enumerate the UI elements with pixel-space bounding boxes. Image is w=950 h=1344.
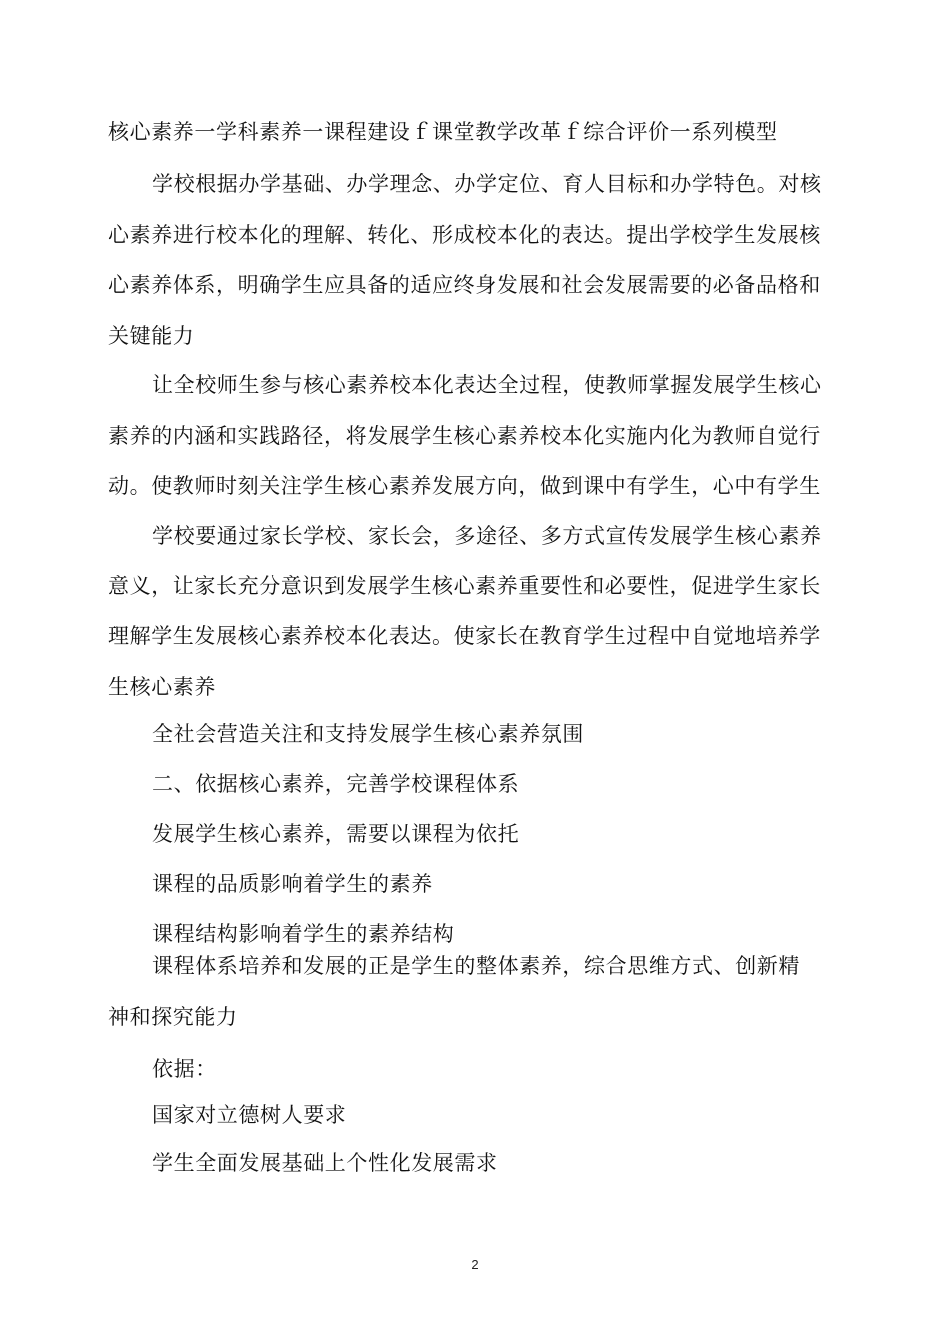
page-number: 2 [471,1257,479,1272]
text-line-21: 国家对立德树人要求 [152,1103,347,1127]
text-line-3: 心素养进行校本化的理解、转化、形成校本化的表达。提出学校学生发展核 [108,223,821,247]
text-line-15: 发展学生核心素养，需要以课程为依托 [152,822,520,846]
text-line-11: 理解学生发展核心素养校本化表达。使家长在教育学生过程中自觉地培养学 [108,624,821,648]
section-heading: 二、依据核心素养，完善学校课程体系 [152,772,520,796]
text-line-6: 让全校师生参与核心素养校本化表达全过程，使教师掌握发展学生核心 [152,373,822,397]
text-line-4: 心素养体系，明确学生应具备的适应终身发展和社会发展需要的必备品格和 [108,273,821,297]
text-line-8: 动。使教师时刻关注学生核心素养发展方向，做到课中有学生，心中有学生 [108,474,821,498]
text-line-1: 核心素养一学科素养一课程建设ｆ课堂教学改革ｆ综合评价一系列模型 [108,120,778,144]
text-line-9: 学校要通过家长学校、家长会，多途径、多方式宣传发展学生核心素养 [152,524,822,548]
text-line-18: 课程体系培养和发展的正是学生的整体素养，综合思维方式、创新精 [152,954,800,978]
text-line-19: 神和探究能力 [108,1005,238,1029]
text-line-13: 全社会营造关注和支持发展学生核心素养氛围 [152,722,584,746]
text-line-20: 依据： [152,1057,217,1081]
text-line-12: 生核心素养 [108,675,216,699]
text-line-2: 学校根据办学基础、办学理念、办学定位、育人目标和办学特色。对核 [152,172,822,196]
text-line-16: 课程的品质影响着学生的素养 [152,872,433,896]
text-line-17: 课程结构影响着学生的素养结构 [152,922,455,946]
text-line-10: 意义，让家长充分意识到发展学生核心素养重要性和必要性，促进学生家长 [108,574,821,598]
text-line-5: 关键能力 [108,324,195,348]
text-line-7: 素养的内涵和实践路径，将发展学生核心素养校本化实施内化为教师自觉行 [108,424,821,448]
text-line-22: 学生全面发展基础上个性化发展需求 [152,1151,498,1175]
